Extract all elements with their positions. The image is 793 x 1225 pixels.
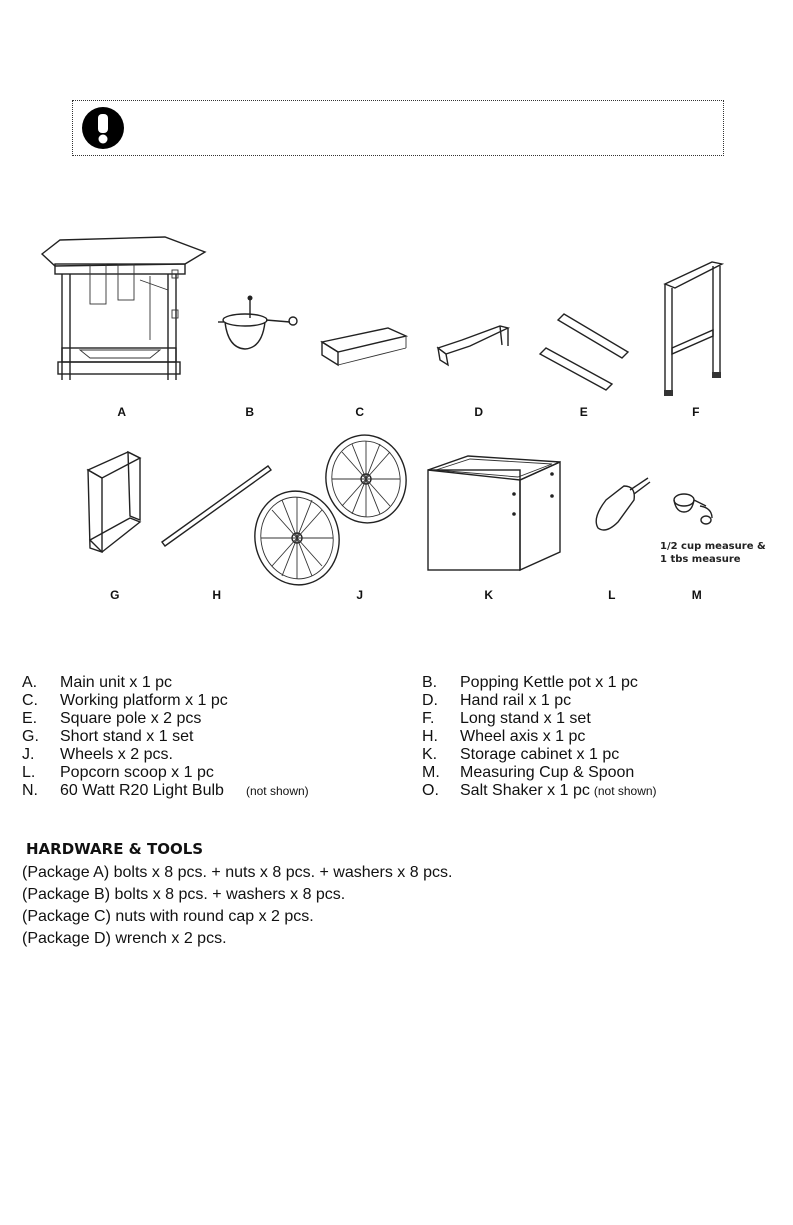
part-entry [422,782,657,800]
parts-row [22,710,782,728]
part-letter: E. [22,710,38,727]
part-entry [422,746,619,764]
part-c-platform-illustration [322,328,406,365]
part-text: 60 Watt R20 Light Bulb [60,782,224,799]
hardware-item: (Package D) wrench x 2 pcs. [22,930,227,947]
label-l: L [608,588,616,602]
part-text: Wheel axis x 1 pc [460,728,586,745]
parts-row [22,746,782,764]
part-text: Popping Kettle pot x 1 pc [460,674,638,691]
part-text: Square pole x 2 pcs [60,710,202,727]
hardware-item: (Package A) bolts x 8 pcs. + nuts x 8 pcs. + washers x 8 pcs. [22,864,453,881]
part-text: Storage cabinet x 1 pc [460,746,620,763]
part-letter: M. [422,764,440,781]
part-text: Main unit x 1 pc [60,674,173,691]
part-entry [22,674,172,692]
part-entry [422,710,591,728]
part-text: Hand rail x 1 pc [460,692,572,709]
part-f-long-stand-illustration [664,262,722,396]
part-entry [22,782,309,800]
label-d: D [474,405,484,419]
part-letter: D. [422,692,438,709]
part-text: Salt Shaker x 1 pc [460,782,590,799]
part-entry [422,692,571,710]
parts-row [22,782,782,800]
parts-list [22,674,782,800]
part-j-wheels-illustration [247,429,413,592]
part-letter: J. [22,746,35,763]
part-text: Working platform x 1 pc [60,692,228,709]
part-letter: A. [22,674,38,691]
part-b-kettle-illustration [218,296,297,350]
hardware-list [22,862,452,950]
label-b: B [245,405,255,419]
hardware-item: (Package B) bolts x 8 pcs. + washers x 8 pcs. [22,886,346,903]
part-l-scoop-illustration [596,478,650,530]
part-e-poles-illustration [540,314,628,390]
part-d-hand-rail-illustration [438,326,508,365]
part-entry [22,728,193,746]
label-a: A [117,405,127,419]
part-entry [22,710,201,728]
part-note: (not shown) [593,784,657,798]
parts-row [22,674,782,692]
label-m: M [691,588,703,602]
label-h: H [212,588,222,602]
part-text: Wheels x 2 pcs. [60,746,173,763]
part-entry [422,764,634,782]
part-letter: H. [422,728,438,745]
label-c: C [355,405,365,419]
part-text: Short stand x 1 set [60,728,194,745]
part-letter: C. [22,692,38,709]
part-letter: B. [422,674,438,691]
part-text: Measuring Cup & Spoon [460,764,635,781]
part-letter: K. [422,746,438,763]
part-entry [422,728,585,746]
part-g-short-stand-illustration [88,452,140,552]
part-entry [422,674,638,692]
measure-note [660,540,766,566]
part-text: Popcorn scoop x 1 pc [60,764,214,781]
parts-row [22,728,782,746]
parts-row [22,692,782,710]
part-entry [22,746,173,764]
part-letter: N. [22,782,38,799]
part-letter: L. [22,764,36,781]
label-k: K [484,588,494,602]
measure-note-line: 1 tbs measure [660,554,741,565]
part-k-cabinet-illustration [428,456,560,570]
part-a-main-unit-illustration [42,237,205,380]
measure-note-line: 1/2 cup measure & [660,541,766,552]
label-j: J [356,588,364,602]
part-entry [22,692,228,710]
hardware-title: HARDWARE & TOOLS [26,840,204,858]
part-m-measuring-illustration [674,494,712,524]
part-text: Long stand x 1 set [460,710,591,727]
label-f: F [692,405,700,419]
part-note: (not shown) [245,784,309,798]
parts-row [22,764,782,782]
part-letter: F. [422,710,435,727]
part-letter: O. [422,782,439,799]
part-letter: G. [22,728,39,745]
label-e: E [579,405,589,419]
label-g: G [110,588,120,602]
part-entry [22,764,214,782]
hardware-item: (Package C) nuts with round cap x 2 pcs. [22,908,314,925]
